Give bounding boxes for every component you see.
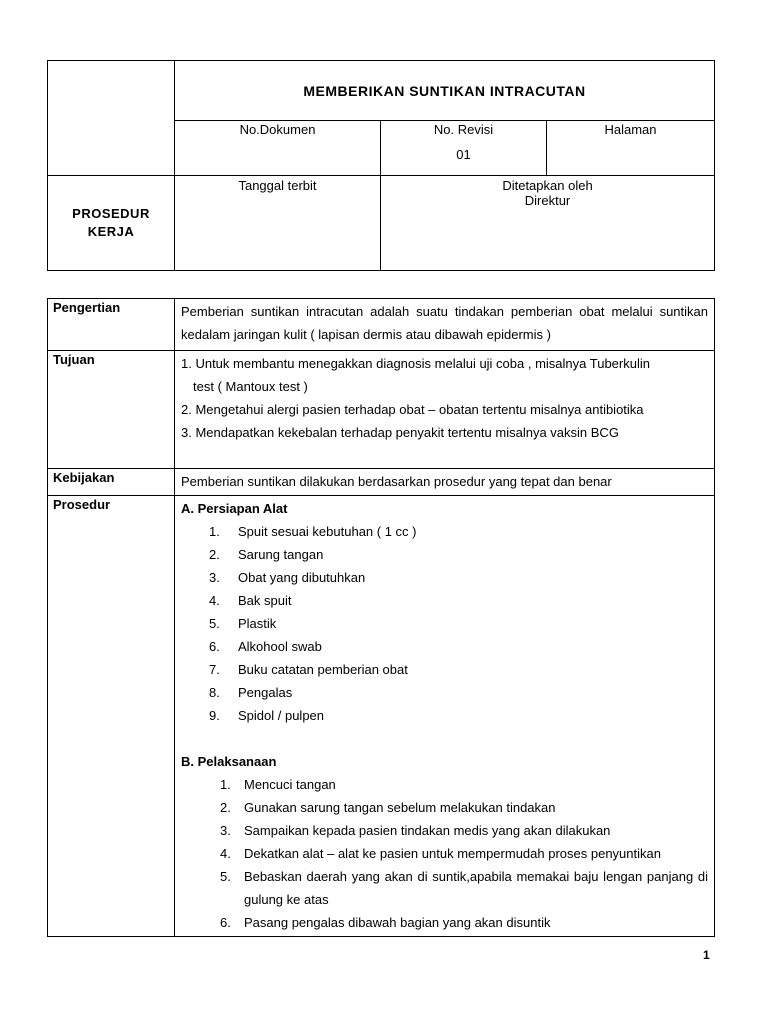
tujuan-item-continuation: test ( Mantoux test ) — [193, 379, 308, 394]
halaman-cell — [547, 121, 715, 176]
tujuan-row — [48, 351, 715, 469]
ditetapkan-value: Direktur — [524, 193, 571, 208]
pelaksanaan-heading: B. Pelaksanaan — [181, 754, 277, 769]
list-item-text: Dekatkan alat – alat ke pasien untuk mempermudah proses penyuntikan — [244, 846, 661, 861]
persiapan-alat-heading: A. Persiapan Alat — [181, 501, 288, 516]
list-item-number: 4. — [209, 593, 220, 608]
kebijakan-row — [48, 469, 715, 496]
list-item-text: Bak spuit — [238, 593, 292, 608]
section-spacer — [181, 727, 708, 750]
list-item-number: 2. — [220, 800, 231, 815]
prosedur-section-label: Prosedur — [48, 496, 175, 937]
list-item-text: Gunakan sarung tangan sebelum melakukan tindakan — [244, 800, 556, 815]
list-item-text: Spidol / pulpen — [238, 708, 325, 723]
ditetapkan-cell — [381, 176, 715, 271]
logo-cell — [48, 61, 175, 176]
list-item-number: 4. — [220, 846, 231, 861]
list-item — [181, 796, 708, 819]
list-item — [181, 842, 708, 865]
tanggal-terbit-cell — [175, 176, 381, 271]
tujuan-label: Tujuan — [48, 351, 175, 469]
list-item — [181, 566, 708, 589]
pengertian-text: Pemberian suntikan intracutan adalah suatu tindakan pemberian obat melalui suntikan kedalam jaringan kulit ( lapisan dermis atau dibawah epidermis ) — [175, 299, 715, 351]
list-item-text: Buku catatan pemberian obat — [238, 662, 408, 677]
no-revisi-value: 01 — [456, 147, 471, 162]
persiapan-alat-list — [181, 520, 708, 727]
list-item-text: Sarung tangan — [238, 547, 324, 562]
list-item — [181, 704, 708, 727]
list-item-number: 6. — [220, 915, 231, 930]
halaman-label: Halaman — [604, 122, 657, 137]
list-item — [181, 635, 708, 658]
list-item-number: 5. — [209, 616, 220, 631]
kebijakan-text: Pemberian suntikan dilakukan berdasarkan prosedur yang tepat dan benar — [175, 469, 715, 496]
list-item — [181, 612, 708, 635]
no-revisi-label: No. Revisi — [433, 122, 494, 137]
list-item-text: Plastik — [238, 616, 277, 631]
list-item — [181, 658, 708, 681]
list-item — [181, 773, 708, 796]
prosedur-body — [175, 496, 715, 937]
tujuan-list — [175, 351, 715, 469]
tujuan-item-text: 1. Untuk membantu menegakkan diagnosis melalui uji coba , misalnya Tuberkulin — [181, 356, 650, 371]
list-item-number: 3. — [220, 823, 231, 838]
list-item — [181, 520, 708, 543]
list-item-number: 2. — [209, 547, 220, 562]
tujuan-item — [181, 421, 708, 444]
list-item-number: 8. — [209, 685, 220, 700]
list-item-text: Spuit sesuai kebutuhan ( 1 cc ) — [238, 524, 417, 539]
prosedur-row — [48, 496, 715, 937]
list-item-text: Mencuci tangan — [244, 777, 336, 792]
prosedur-label: PROSEDUR — [72, 206, 150, 221]
prosedur-kerja-cell — [48, 176, 175, 271]
list-item-text: Obat yang dibutuhkan — [238, 570, 366, 585]
no-dokumen-cell — [175, 121, 381, 176]
list-item-number: 1. — [220, 777, 231, 792]
pelaksanaan-list — [181, 773, 708, 934]
list-item-number: 9. — [209, 708, 220, 723]
kebijakan-label: Kebijakan — [48, 469, 175, 496]
list-item — [181, 865, 708, 911]
list-item — [181, 819, 708, 842]
list-item — [181, 911, 708, 934]
list-item-text: Pengalas — [238, 685, 293, 700]
page-number: 1 — [703, 948, 710, 962]
list-item-number: 1. — [209, 524, 220, 539]
header-table — [47, 60, 715, 271]
pengertian-label: Pengertian — [48, 299, 175, 351]
ditetapkan-label: Ditetapkan oleh — [502, 178, 593, 193]
no-revisi-cell — [381, 121, 547, 176]
list-item — [181, 681, 708, 704]
content-table — [47, 298, 715, 937]
list-item — [181, 543, 708, 566]
list-item-number: 7. — [209, 662, 220, 677]
tujuan-item-text: 3. Mendapatkan kekebalan terhadap penyakit tertentu misalnya vaksin BCG — [181, 425, 619, 440]
tujuan-item — [181, 398, 708, 421]
tujuan-item-text: 2. Mengetahui alergi pasien terhadap obat – obatan tertentu misalnya antibiotika — [181, 402, 644, 417]
list-item — [181, 589, 708, 612]
list-item-number: 3. — [209, 570, 220, 585]
list-item-text: Bebaskan daerah yang akan di suntik,apabila memakai baju lengan panjang di gulung ke atas — [244, 869, 708, 907]
list-item-text: Sampaikan kepada pasien tindakan medis yang akan dilakukan — [244, 823, 611, 838]
kerja-label: KERJA — [87, 224, 135, 239]
list-item-text: Alkohool swab — [238, 639, 322, 654]
tujuan-item — [181, 352, 708, 398]
pengertian-row — [48, 299, 715, 351]
tanggal-terbit-label: Tanggal terbit — [238, 178, 317, 193]
list-item-number: 6. — [209, 639, 220, 654]
list-item-number: 5. — [220, 869, 231, 884]
document-title: MEMBERIKAN SUNTIKAN INTRACUTAN — [175, 61, 715, 121]
no-dokumen-label: No.Dokumen — [239, 122, 316, 137]
list-item-text: Pasang pengalas dibawah bagian yang akan disuntik — [244, 915, 551, 930]
